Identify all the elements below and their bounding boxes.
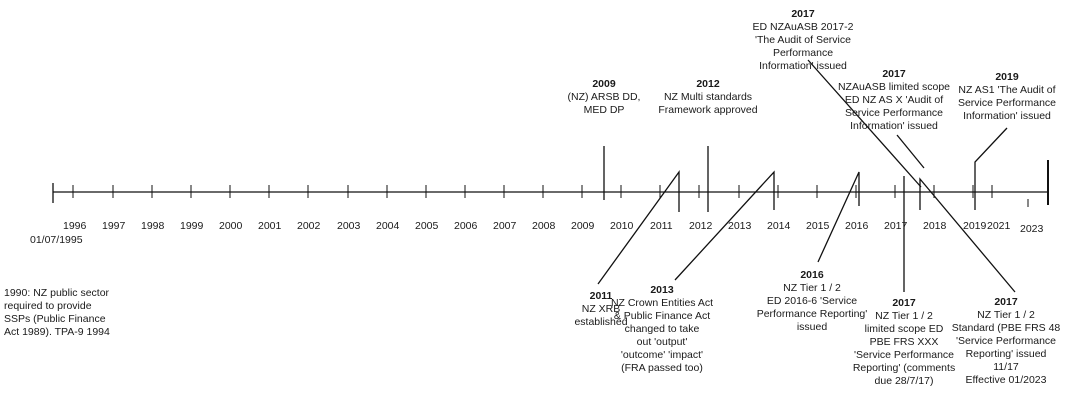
event-year: 2011: [589, 290, 613, 302]
year-label: 2023: [1020, 223, 1044, 235]
year-label: 2011: [650, 220, 673, 232]
year-label: 2012: [689, 220, 713, 232]
year-label: 2005: [415, 220, 439, 232]
year-label: 2003: [337, 220, 361, 232]
event-year: 2009: [592, 78, 616, 90]
event-year: 2016: [800, 269, 824, 281]
event-text: NZ AS1 'The Audit of Service Performance Information' issued: [957, 84, 1057, 122]
year-label: 2004: [376, 220, 400, 232]
start-date-label: 01/07/1995: [30, 234, 83, 246]
year-label: 2014: [767, 220, 791, 232]
event-connector-above: [975, 128, 1007, 210]
timeline-axis: [53, 160, 1049, 207]
year-label: 2006: [454, 220, 478, 232]
event-extra: Effective 01/2023: [965, 374, 1047, 386]
year-label: 2021: [987, 220, 1011, 232]
event-connector-above: [897, 135, 924, 168]
year-label: 2010: [610, 220, 634, 232]
event-label-above: [648, 78, 768, 117]
event-label-above: [738, 8, 868, 73]
year-label: 2017: [884, 220, 908, 232]
event-text: NZ Tier 1 / 2 Standard (PBE FRS 48 'Service Performance Reporting' issued 11/17: [951, 309, 1061, 373]
event-text: NZ XRB established: [574, 303, 628, 328]
event-text: NZ Multi standards Framework approved: [658, 91, 758, 116]
event-year: 2017: [791, 8, 815, 20]
year-label: 2009: [571, 220, 595, 232]
year-label: 1996: [63, 220, 87, 232]
event-label-below: [941, 296, 1067, 387]
year-label: 2001: [258, 220, 282, 232]
year-label: 2019: [963, 220, 987, 232]
event-label-above: [829, 68, 959, 133]
event-label-below: [595, 284, 730, 375]
event-connector-below: [920, 179, 1015, 292]
year-label: 2007: [493, 220, 517, 232]
event-label-above: [950, 71, 1065, 123]
year-label: 2008: [532, 220, 556, 232]
event-text: NZ Tier 1 / 2 ED 2016-6 'Service Performance Reporting' issued: [756, 282, 868, 333]
event-text: NZAuASB limited scope ED NZ AS X 'Audit of Service Performance Information' issued: [837, 81, 951, 132]
event-year: 2017: [892, 297, 916, 309]
event-year: 2017: [882, 68, 906, 80]
year-label: 2000: [219, 220, 243, 232]
year-label: 1997: [102, 220, 126, 232]
year-label: 2018: [923, 220, 947, 232]
event-year: 2017: [994, 296, 1018, 308]
year-label: 2013: [728, 220, 752, 232]
event-year: 2013: [650, 284, 674, 296]
note-1990: 1990: NZ public sector required to provide SSPs (Public Finance Act 1989). TPA-9 1994: [4, 287, 110, 338]
event-connector-below: [818, 172, 859, 262]
event-label-above: [554, 78, 654, 117]
event-text: NZ Tier 1 / 2 limited scope ED PBE FRS XXX 'Service Performance Reporting' (comments due 28/7/17): [852, 310, 956, 387]
year-label: 2015: [806, 220, 830, 232]
event-year: 2012: [696, 78, 720, 90]
year-label: 1998: [141, 220, 165, 232]
year-label: 1999: [180, 220, 204, 232]
event-text: (NZ) ARSB DD, MED DP: [567, 91, 641, 116]
year-label: 2016: [845, 220, 869, 232]
event-text: ED NZAuASB 2017-2 'The Audit of Service Performance Information' issued: [752, 21, 854, 72]
event-text: NZ Crown Entities Act & Public Finance Act changed to take out 'output' 'outcome' 'impact' (FRA passed too): [610, 297, 714, 374]
event-year: 2019: [995, 71, 1019, 83]
year-label: 2002: [297, 220, 321, 232]
